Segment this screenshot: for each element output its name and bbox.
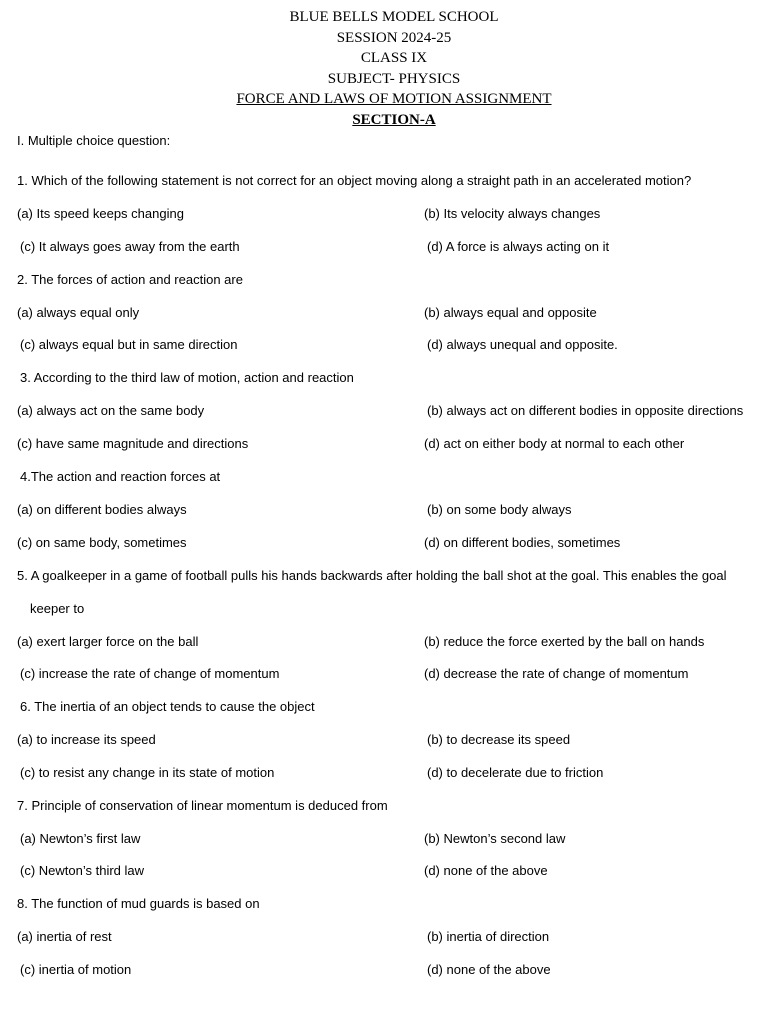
option-d: (d) none of the above (424, 863, 548, 878)
option-c: (c) on same body, sometimes (17, 535, 187, 550)
question-text: 7. Principle of conservation of linear momentum is deduced from (17, 798, 388, 813)
option-a: (a) inertia of rest (17, 929, 112, 944)
assignment-title: FORCE AND LAWS OF MOTION ASSIGNMENT (236, 91, 552, 107)
option-a: (a) always equal only (17, 305, 140, 320)
question-text: 1. Which of the following statement is not correct for an object moving along a straight path in an accelerated motion? (17, 173, 692, 188)
option-c: (c) increase the rate of change of momentum (20, 666, 280, 681)
option-b: (b) always act on different bodies in opposite directions (427, 403, 744, 418)
question-text: 6. The inertia of an object tends to cause the object (20, 699, 315, 714)
question-text-continued: keeper to (30, 601, 85, 616)
option-b: (b) Newton’s second law (424, 831, 566, 846)
class-label: CLASS IX (360, 50, 428, 66)
option-c: (c) have same magnitude and directions (17, 436, 249, 451)
option-b: (b) reduce the force exerted by the ball on hands (424, 634, 705, 649)
option-b: (b) Its velocity always changes (424, 206, 601, 221)
option-d: (d) always unequal and opposite. (427, 337, 618, 352)
question-text: 5. A goalkeeper in a game of football pulls his hands backwards after holding the ball shot at the goal. This enables the goal (17, 568, 727, 583)
option-a: (a) on different bodies always (17, 502, 187, 517)
question-text: 3. According to the third law of motion, action and reaction (20, 370, 354, 385)
option-c: (c) always equal but in same direction (20, 337, 238, 352)
option-d: (d) act on either body at normal to each other (424, 436, 685, 451)
session: SESSION 2024-25 (336, 29, 452, 46)
option-c: (c) Newton’s third law (20, 863, 145, 878)
option-a: (a) to increase its speed (17, 732, 156, 747)
option-a: (a) Newton’s first law (20, 831, 141, 846)
subject-label: SUBJECT- PHYSICS (327, 70, 461, 87)
option-a: (a) Its speed keeps changing (17, 206, 184, 221)
school-name: BLUE BELLS MODEL SCHOOL (289, 9, 499, 25)
option-b: (b) inertia of direction (427, 929, 550, 944)
option-d: (d) A force is always acting on it (427, 239, 610, 254)
question-text: 2. The forces of action and reaction are (17, 272, 243, 287)
option-b: (b) to decrease its speed (427, 732, 571, 747)
option-c: (c) inertia of motion (20, 962, 132, 977)
option-d: (d) on different bodies, sometimes (424, 535, 621, 550)
intro-text: I. Multiple choice question: (17, 133, 171, 148)
option-a: (a) exert larger force on the ball (17, 634, 199, 649)
option-d: (d) decrease the rate of change of momentum (424, 666, 689, 681)
option-d: (d) none of the above (427, 962, 551, 977)
question-text: 8. The function of mud guards is based on (17, 896, 260, 911)
option-b: (b) on some body always (427, 502, 572, 517)
question-text: 4.The action and reaction forces at (20, 469, 221, 484)
option-d: (d) to decelerate due to friction (427, 765, 604, 780)
document-header (0, 7, 768, 130)
option-c: (c) It always goes away from the earth (20, 239, 240, 254)
option-b: (b) always equal and opposite (424, 305, 597, 320)
section-title: SECTION-A (352, 111, 436, 128)
option-c: (c) to resist any change in its state of motion (20, 765, 275, 780)
option-a: (a) always act on the same body (17, 403, 205, 418)
